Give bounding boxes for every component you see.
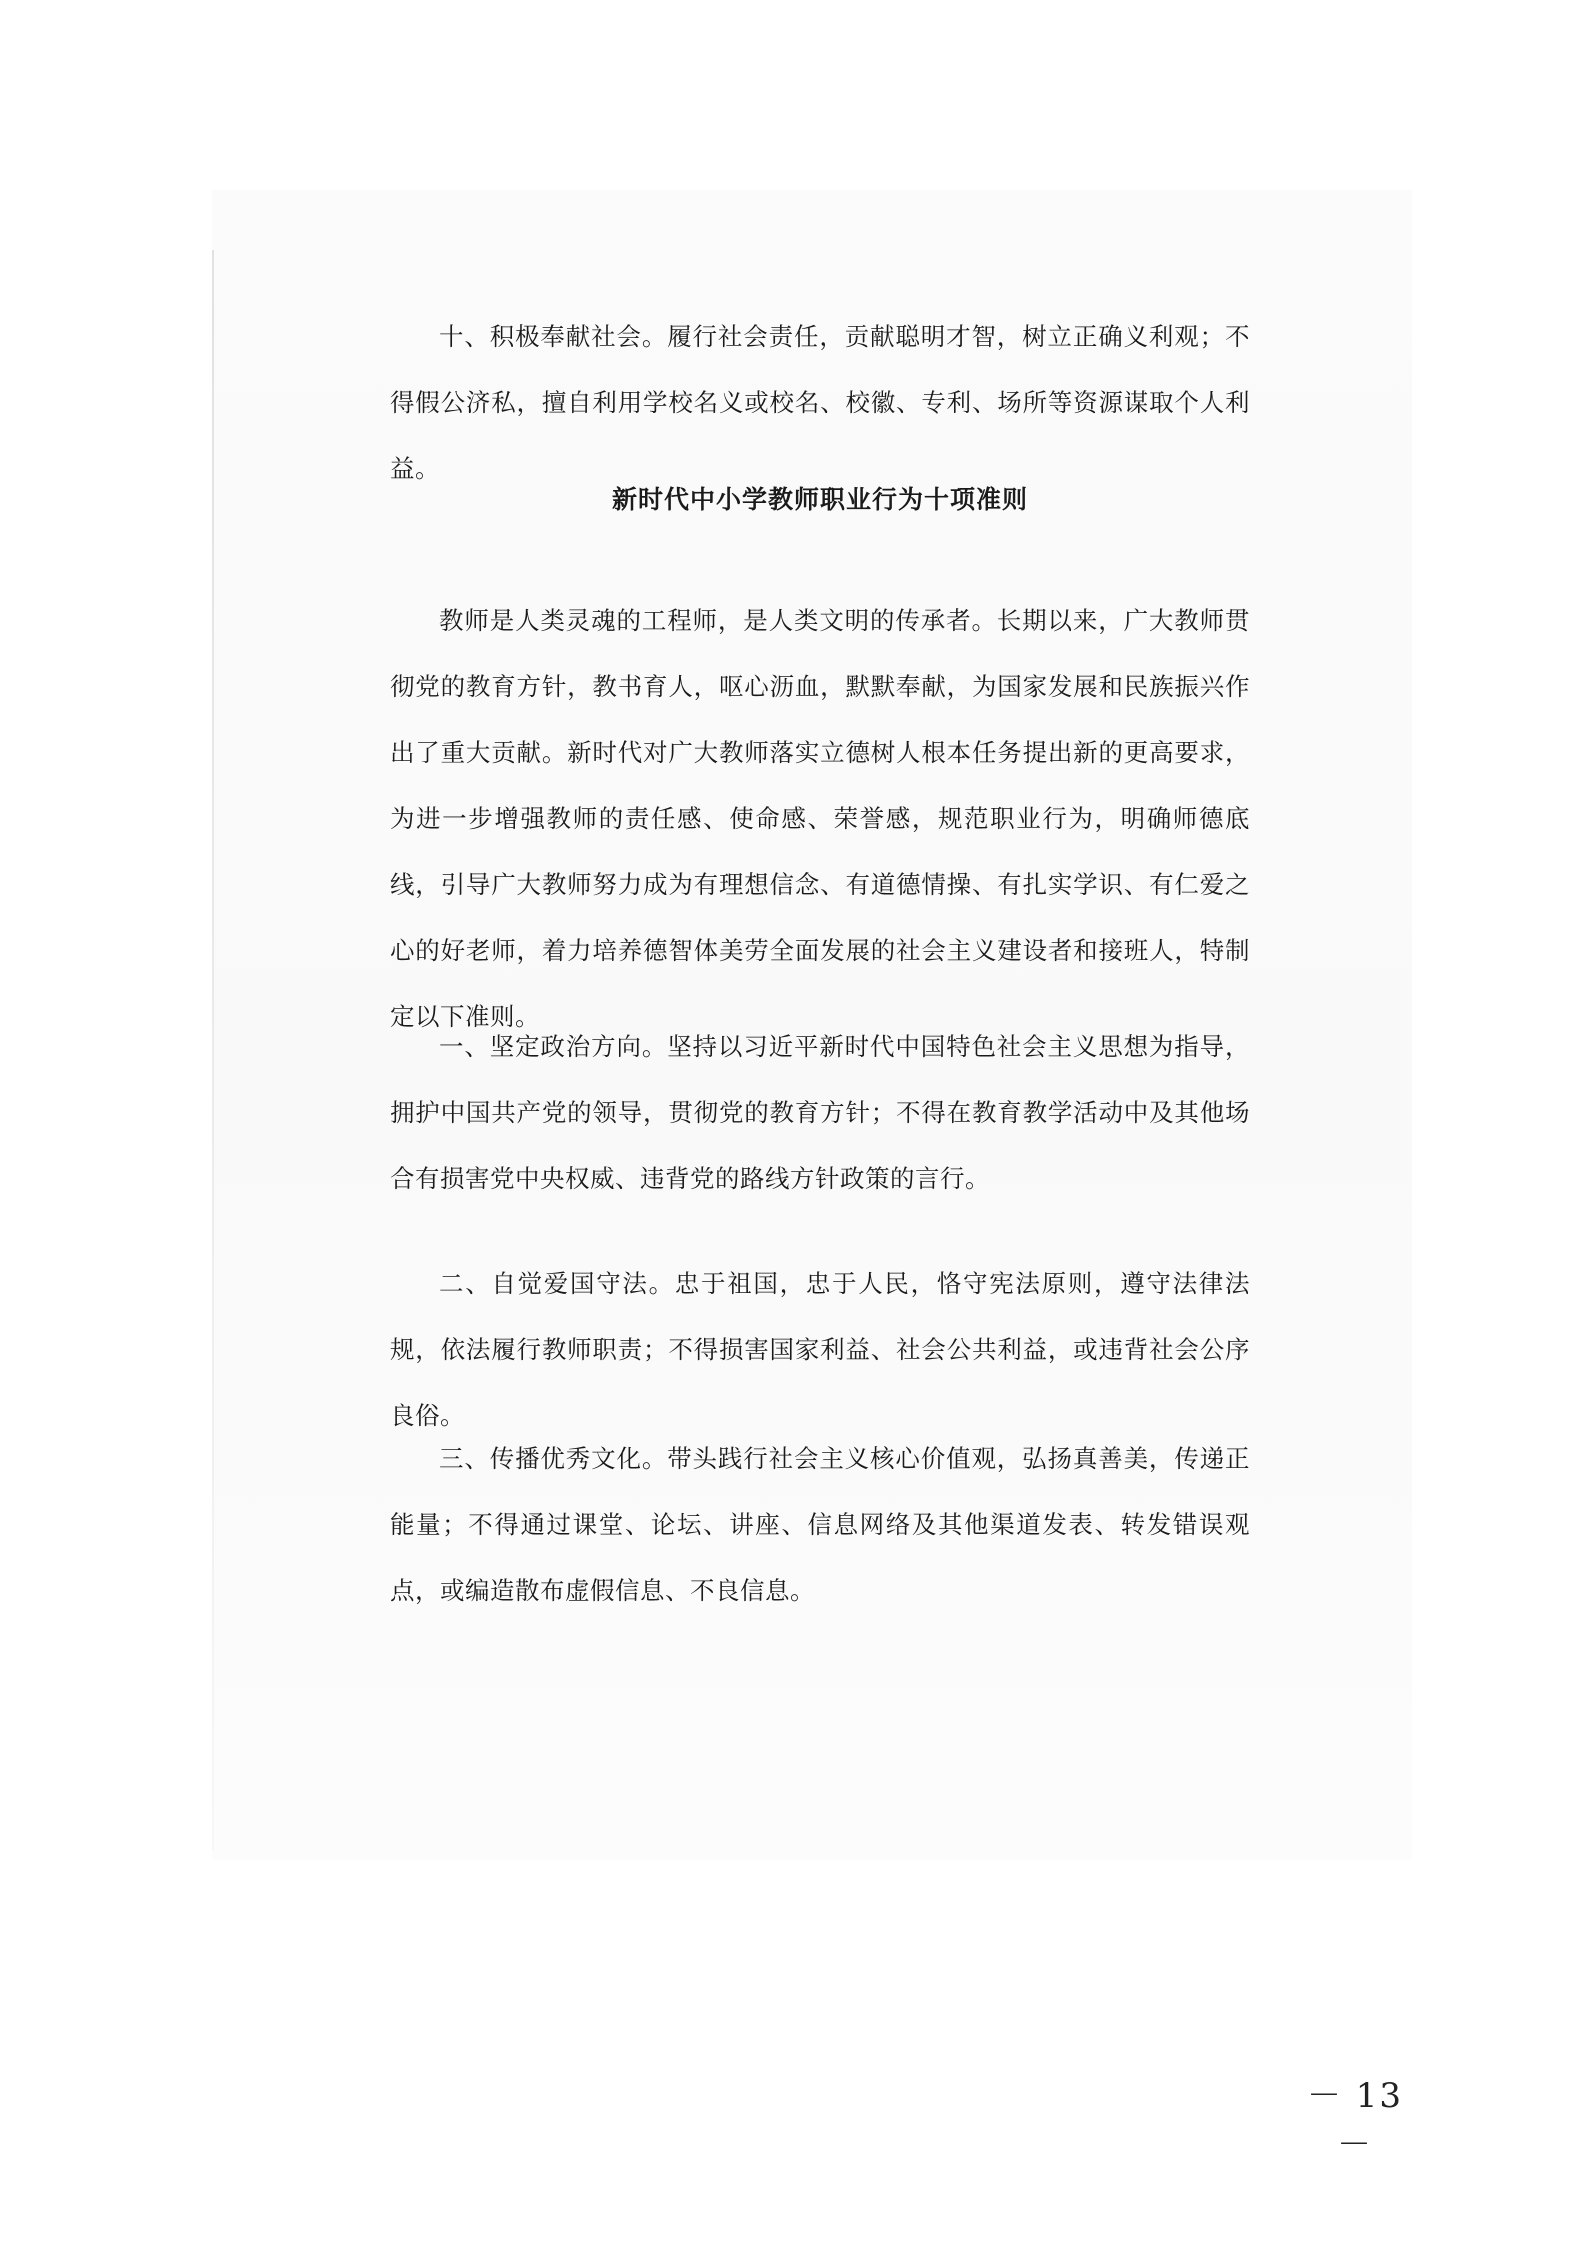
paragraph-rule-one: 一、坚定政治方向。坚持以习近平新时代中国特色社会主义思想为指导，拥护中国共产党的领导，贯彻党的教育方针；不得在教育教学活动中及其他场合有损害党中央权威、违背党的路线方针政策的言行。 <box>390 1032 1250 1193</box>
paragraph-rule-two: 二、自觉爱国守法。忠于祖国，忠于人民，恪守宪法原则，遵守法律法规，依法履行教师职责；不得损害国家利益、社会公共利益，或违背社会公序良俗。 <box>390 1269 1250 1430</box>
paragraph-rule-three: 三、传播优秀文化。带头践行社会主义核心价值观，弘扬真善美，传递正能量；不得通过课堂、论坛、讲座、信息网络及其他渠道发表、转发错误观点，或编造散布虚假信息、不良信息。 <box>390 1444 1250 1605</box>
scan-edge-shadow <box>212 250 214 1850</box>
section-title: 新时代中小学教师职业行为十项准则 <box>611 485 1028 514</box>
paragraph-intro: 教师是人类灵魂的工程师，是人类文明的传承者。长期以来，广大教师贯彻党的教育方针，教书育人，呕心沥血，默默奉献，为国家发展和民族振兴作出了重大贡献。新时代对广大教师落实立德树人根本任务提出新的更高要求，为进一步增强教师的责任感、使命感、荣誉感，规范职业行为，明确师德底线，引导广大教师努力成为有理想信念、有道德情操、有扎实学识、有仁爱之心的好老师，着力培养德智体美劳全面发展的社会主义建设者和接班人，特制定以下准则。 <box>390 606 1250 1031</box>
paragraph-rule-ten: 十、积极奉献社会。履行社会责任，贡献聪明才智，树立正确义利观；不得假公济私，擅自利用学校名义或校名、校徽、专利、场所等资源谋取个人利益。 <box>390 322 1250 483</box>
page-number: － 13 － <box>1306 2076 1404 2165</box>
